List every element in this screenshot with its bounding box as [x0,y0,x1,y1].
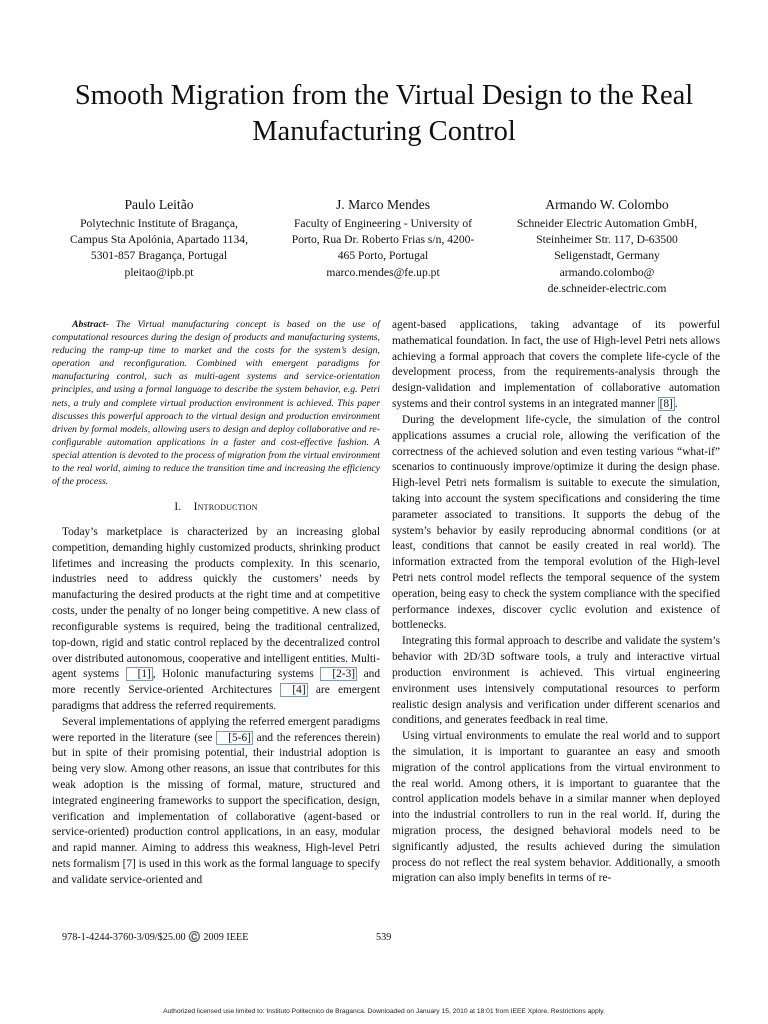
citation-link[interactable]: [2-3] [320,667,357,681]
author-affiliation-line: Porto, Rua Dr. Roberto Frias s/n, 4200- [291,233,475,247]
author-affiliation-line: Steinheimer Str. 117, D-63500 [536,233,678,247]
right-column [392,318,720,887]
paragraph: During the development life-cycle, the simulation of the control applications assumes a crucial role, allowing the verification of the correctness of the achieved solution and even testing various “what-if” scenarios to continuously improve/optimize it during the design phase. High-level Petri nets formalism is suitable to execute the simulation, taking into account the system specifications and considering the time parameter associated to transitions. It supports the debug of the system’s behavior by easily reproducing abnormal conditions (or at least, conditions that cannot be easily created in real world). The information extracted from the temporal evolution of the High-level Petri nets control model reflects the temporal sequence of the system operation, being easy to check the system compliance with the specified performance indexes, discover cyclic evolution and existence of bottlenecks. [392,413,720,632]
section-title: Introduction [193,501,258,514]
author-1 [52,195,266,281]
author-email: armando.colombo@ [559,265,655,279]
author-email: de.schneider-electric.com [547,281,667,295]
section-heading-introduction: I. Introduction [174,501,258,514]
author-email: marco.mendes@fe.up.pt [326,265,440,279]
author-affiliation-line: Seligenstadt, Germany [554,249,660,263]
footer-isbn: 978-1-4244-3760-3/09/$25.00 ©️ 2009 IEEE [62,932,249,943]
abstract-text: The Virtual manufacturing concept is based on the use of computational resources during the design of products and manufacturing systems, reducing the ramp-up time to market and the costs for the system’s design, operation and reconfiguration. Combined with emergent paradigms for manufacturing control, such as multi-agent systems and service-orientation principles, and using a formal language to describe the system behavior, e.g. Petri nets, a truly and complete virtual production environment is achieved. This paper discusses this powerful approach to the virtual design and production environment driven by formal models, allowing users to design and deploy collaborative and re-configurable automation applications in a faster and cost-effective fashion. A special attention is devoted to the process of migration from the virtual environment to the real world, aiming to reduce the transition time and increasing the efficiency of the process. [52,319,380,488]
author-email: pleitao@ipb.pt [124,265,194,279]
author-3 [500,195,714,297]
citation-link[interactable]: [5-6] [216,731,253,745]
paper-title: Smooth Migration from the Virtual Design to the Real Manufacturing Control [74,80,694,147]
citation-link[interactable]: [8] [659,398,673,411]
author-affiliation-line: 5301-857 Bragança, Portugal [90,249,228,263]
abstract [52,318,380,488]
paragraph: agent-based applications, taking advantage of its powerful mathematical foundation. In fact, the use of High-level Petri nets allows achieving a formal approach that covers the complete life-cycle of the development process, from the requirements-analysis through the design-validation and implementation of collaborative automation systems and their control systems in an integrated manner [8] . [392,319,720,411]
paragraph: Using virtual environments to emulate the real world and to support the simulation, it is important to guarantee an easy and smooth migration of the control applications from the virtual environment to the real world. Among others, it is important to guarantee that the control application models behave in a similar manner when deployed into the industrial controllers to run in the real world. If, during the migration process, the designed behavioral models need to be significantly adjusted, the results achieved during the simulation process do not reflect the real system behavior. Additionally, a smooth migration can also imply benefits in terms of re- [392,730,720,885]
author-affiliation-line: Schneider Electric Automation GmbH, [516,217,698,230]
author-affiliation-line: Polytechnic Institute of Bragança, [80,217,238,230]
author-affiliation-line: 465 Porto, Portugal [337,249,429,263]
citation-link[interactable]: [1] [126,667,153,681]
left-column [52,318,380,889]
author-name: J. Marco Mendes [335,197,430,212]
paragraph: Today’s marketplace is characterized by an increasing global competition, demanding highly customized products, shrinking product lifetimes and increasing the products complexity. In this scenario, industries need to address quickly the customers’ needs by manufacturing the desired products at the right time and at competitive costs, under the penalty of no longer being competitive. A new class of reconfigurable systems is required, being the traditional centralized, top-down, rigid and static control replaced by the decentralized control over distributed autonomous, cooperative and intelligent entities. Multi-agent systems [1] , Holonic manufacturing systems [2-3] and more recently Service-oriented Architectures [4] are emergent paradigms that address the referred requirements. [52,526,380,712]
author-name: Armando W. Colombo [545,197,669,212]
author-affiliation-line: Faculty of Engineering - University of [293,217,473,230]
abstract-label: Abstract- [72,319,109,330]
citation-link[interactable]: [4] [280,683,307,697]
license-notice: Authorized licensed use limited to: Instituto Politecnico de Braganca. Downloaded on January 15, 2010 at 18:01 from IEEE Xplore. Restrictions apply. [163,1008,605,1015]
author-name: Paulo Leitão [124,197,194,212]
paragraph: Integrating this formal approach to describe and validate the system’s behavior with 2D/3D software tools, a truly and interactive virtual production environment is achieved. This virtual engineering environment uses intensively computational resources to perform realistic design analysis and verification under different scenarios and conditions, and generates feedback in real time. [392,635,720,727]
page-number: 539 [376,932,392,943]
author-affiliation-line: Campus Sta Apolónia, Apartado 1134, [70,233,248,247]
paragraph: Several implementations of applying the referred emergent paradigms were reported in the literature (see [5-6] and the references therein) but in spite of their promising potential, their industrial adoption is being very slow. Among other reasons, an issue that contributes for this weak adoption is the missing of formal, mature, structured and integrated engineering frameworks to support the specification, design, verification and implementation of collaborative (agent-based or service-oriented) production control applications, in an easy, modular and rapid manner. Aiming to address this weakness, High-level Petri nets formalism [7] is used in this work as the formal language to specify and validate service-oriented and [52,715,381,886]
author-2 [276,195,490,281]
